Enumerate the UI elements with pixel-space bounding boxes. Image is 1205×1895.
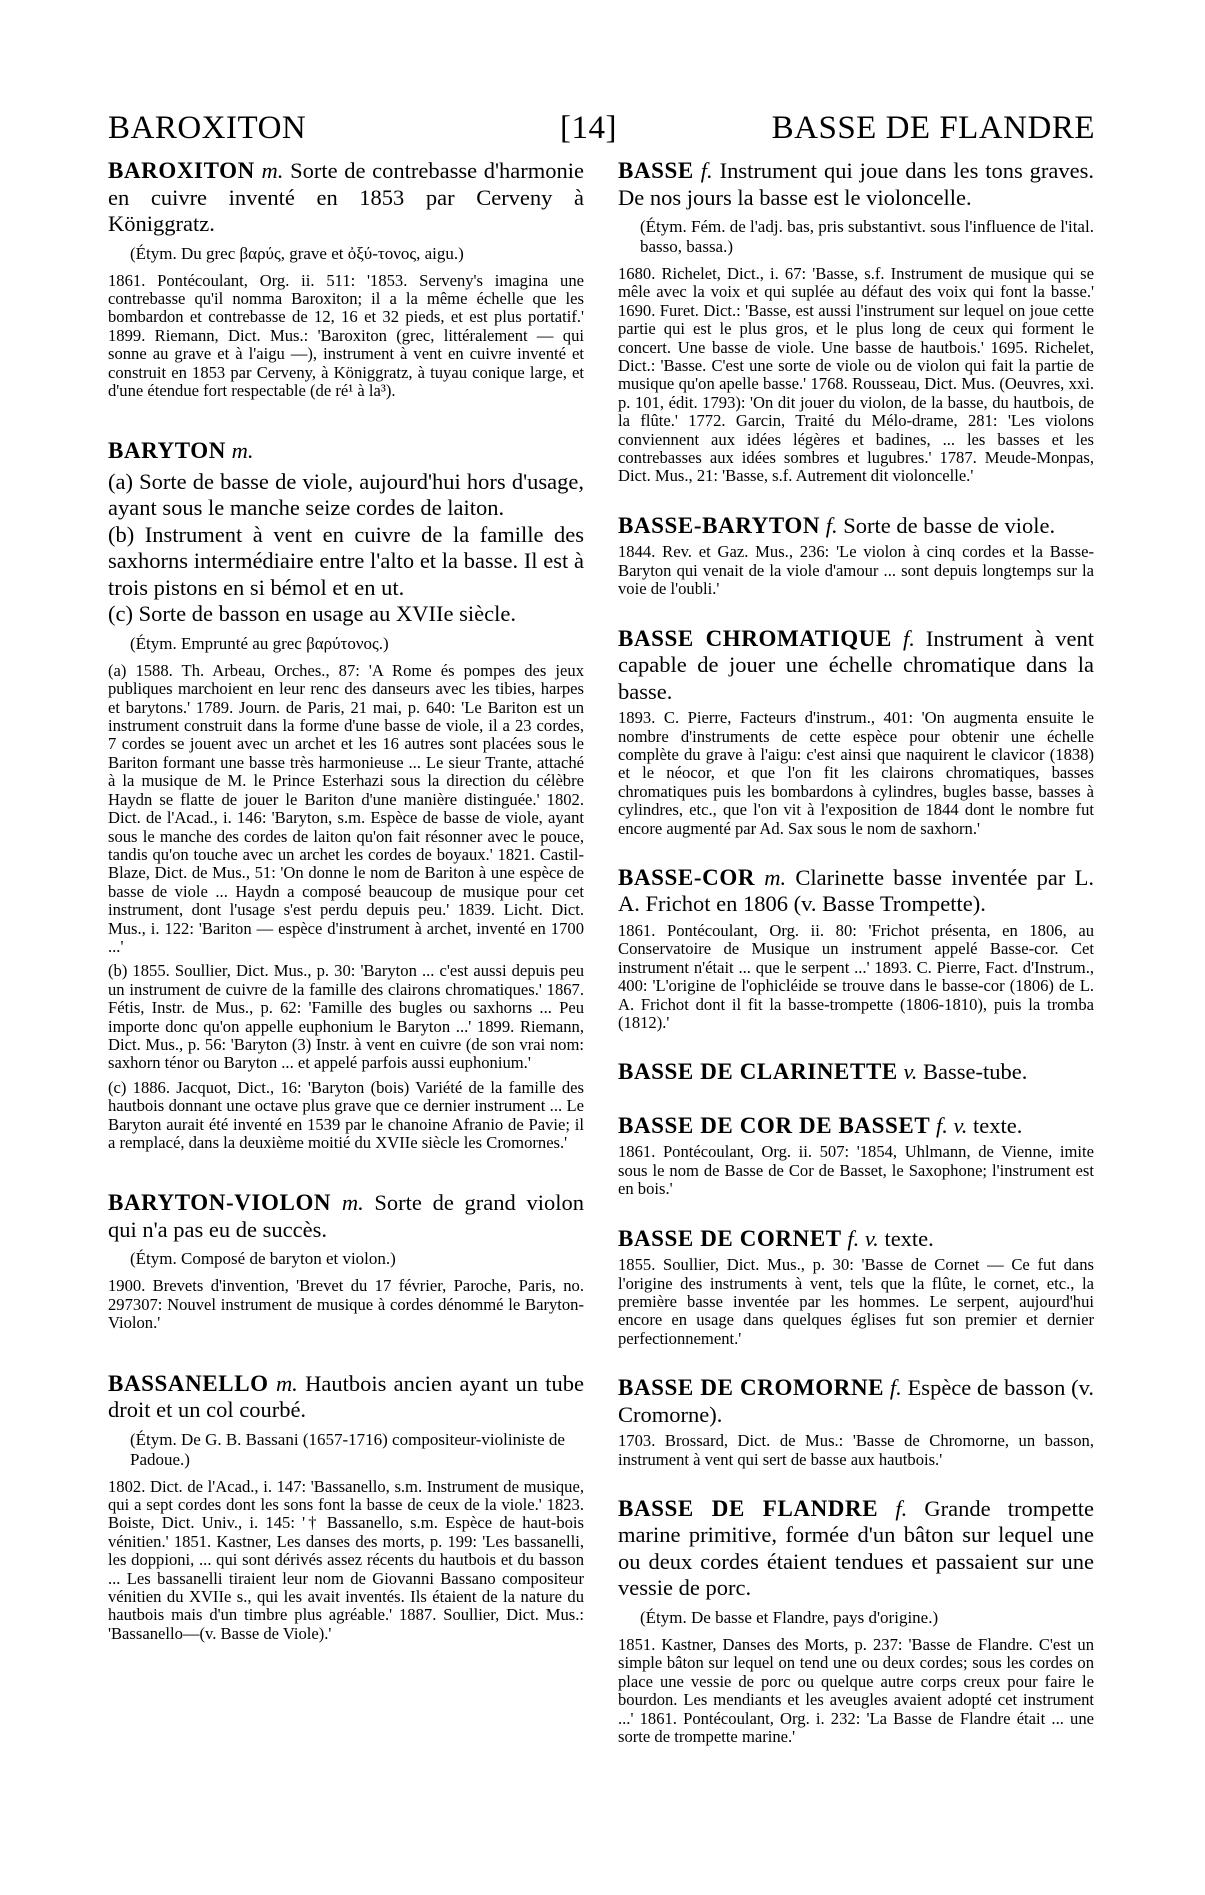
definition-text: texte. xyxy=(884,1225,934,1251)
entry-definition xyxy=(618,865,1094,918)
etymology: (Étym. Composé de baryton et violon.) xyxy=(130,1249,396,1269)
entry-basse-baryton xyxy=(618,513,1094,599)
page-number: [14] xyxy=(560,110,617,146)
headword: BASSE CHROMATIQUE xyxy=(618,625,892,651)
citation: 1855. Soullier, Dict. Mus., p. 30: 'Basse de Cornet — Ce fut dans l'origine des instruments à vent, tels que la flûte, le cornet, etc., la première basse inventée par les hommes. Le serpent, aujourd'hui encore en usage dans quelques églises fut son premier et dernier perfectionnement.' xyxy=(618,1255,1094,1348)
right-column xyxy=(618,158,1094,1773)
entry-baryton-violon xyxy=(108,1190,584,1332)
entry-basse-de-cor-de-basset xyxy=(618,1113,1094,1199)
entry-basse-de-flandre xyxy=(618,1496,1094,1746)
grammar-label: f. xyxy=(902,625,915,651)
grammar-label: f. v. xyxy=(935,1112,968,1138)
headword: BASSANELLO xyxy=(108,1370,269,1396)
citation: (b) 1855. Soullier, Dict. Mus., p. 30: 'Baryton ... c'est aussi depuis peu un instrument de cuivre de la famille des clairons chromatiques.' 1867. Fétis, Instr. de Mus., p. 62: 'Famille des bugles ou saxhorns ... Peu importe donc qu'on appelle euphonium le Baryton ...' 1899. Riemann, Dict. Mus., p. 56: 'Baryton (3) Instr. à vent en cuivre (de son vrai nom: saxhorn ténor ou Baryton ... et appelé parfois aussi euphonium.' xyxy=(108,961,584,1073)
entry-baroxiton xyxy=(108,158,584,400)
citation: 1861. Pontécoulant, Org. ii. 80: 'Frichot présenta, en 1806, au Conservatoire de Musique un instrument appelé Basse-cor. Cet instrument n'était ... que le serpent ...' 1893. C. Pierre, Fact. d'Instrum., 400: 'L'origine de l'ophicléide se trouve dans le basse-cor (1806) de L. A. Frichot dont il fit la basse-trompette (1806-1810), puis la tromba (1812).' xyxy=(618,920,1094,1032)
etymology: (Étym. Emprunté au grec βαρύτονος.) xyxy=(130,633,389,653)
entry-bassanello xyxy=(108,1371,584,1644)
citation: 1893. C. Pierre, Facteurs d'instrum., 401: 'On augmenta ensuite le nombre d'instruments de cette espèce pour obtenir une échelle complète du grave à l'aigu: c'est ainsi que naquirent le clavicor (1838) et le néocor, et que l'on fit les clairons chromatiques, basses chromatiques puis les bombardons à cylindres, bugles basse, basses à cylindres, etc., que l'on vit à l'exposition de 1844 dont le nombre fut encore augmenté par Ad. Sax sous le nom de saxhorn.' xyxy=(618,708,1094,838)
citation: 1802. Dict. de l'Acad., i. 147: 'Bassanello, s.m. Instrument de musique, qui a sept cordes dont les sons font la basse de ceux de la viole.' 1823. Boiste, Dict. Univ., i. 145: '† Bassanello, s.m. Espèce de haut-bois vénitien.' 1851. Kastner, Les danses des morts, p. 199: 'Les bassanelli, les doppioni, ... qui sont dérivés assez récents du hautbois et du basson ... Les bassanelli tiraient leur nom de Giovanni Bassano compositeur vénitien du XVIIe s., qui les avait inventés. Ils étaient de la nature du hautbois mais d'un timbre plus agréable.' 1887. Soullier, Dict. Mus.: 'Bassanello—(v. Basse de Viole).' xyxy=(108,1476,584,1643)
entry-definition xyxy=(618,513,1094,540)
entry-definition xyxy=(618,626,1094,706)
headword: BASSE-BARYTON xyxy=(618,512,821,538)
grammar-label: m. xyxy=(764,864,787,890)
grammar-label: f. xyxy=(700,158,713,183)
entry-baryton xyxy=(108,438,584,1152)
grammar-label: f. xyxy=(825,512,838,538)
entry-basse xyxy=(618,158,1094,486)
headword: BARYTON xyxy=(108,438,226,464)
citation: (c) 1886. Jacquot, Dict., 16: 'Baryton (bois) Variété de la famille des hautbois donnant une octave plus grave que ce dernier instrument ... Le Baryton aurait été inventé en 1539 par le chanoine Afranio de Pavie; il a remplacé, dans la deuxième moitié du XVIIe siècle les Cromornes.' xyxy=(108,1077,584,1152)
definition-text: Hautbois ancien ayant un tube droit et un col courbé. xyxy=(108,1370,585,1423)
sense-c: (c) Sorte de basson en usage au XVIIe siècle. xyxy=(108,601,516,627)
entry-definition xyxy=(108,1371,584,1424)
headword: BASSE-COR xyxy=(618,864,756,890)
entry-definition xyxy=(618,1113,1094,1140)
definition-text: Instrument qui joue dans les tons graves. De nos jours la basse est le violoncelle. xyxy=(618,158,1095,210)
sense-a: (a) Sorte de basse de viole, aujourd'hui hors d'usage, ayant sous le manche seize cordes de laiton. xyxy=(108,468,584,521)
running-head-left: BAROXITON xyxy=(108,110,307,146)
citation: 1861. Pontécoulant, Org. ii. 507: '1854, Uhlmann, de Vienne, imite sous le nom de Basse de Cor de Basset, le Saxophone; l'instrument est en bois.' xyxy=(618,1142,1094,1199)
running-head-right: BASSE DE FLANDRE xyxy=(771,110,1095,146)
entry-basse-de-clarinette xyxy=(618,1059,1094,1086)
definition-text: Instrument à vent capable de jouer une échelle chromatique dans la basse. xyxy=(618,625,1095,704)
grammar-label: m. xyxy=(275,1370,298,1396)
etymology: (Étym. De G. B. Bassani (1657-1716) compositeur-violiniste de Padoue.) xyxy=(130,1429,565,1469)
grammar-label: m. xyxy=(261,158,284,183)
etymology: (Étym. Fém. de l'adj. bas, pris substantivt. sous l'influence de l'ital. basso, bassa.) xyxy=(640,217,1094,256)
entry-definition xyxy=(618,1059,1094,1086)
entry-definition xyxy=(618,1226,1094,1253)
entry-definition xyxy=(618,158,1094,211)
definition-text: Sorte de basse de viole. xyxy=(843,512,1056,538)
sense-b: (b) Instrument à vent en cuivre de la famille des saxhorns intermédiaire entre l'alto et la basse. Il est à trois pistons en si bémol et en ut. xyxy=(108,521,584,600)
headword: BASSE DE CROMORNE xyxy=(618,1375,885,1401)
definition-text: Basse-tube. xyxy=(923,1059,1028,1085)
citation: 1703. Brossard, Dict. de Mus.: 'Basse de Chromorne, un basson, instrument à vent qui sert de basse aux hautbois.' xyxy=(618,1431,1094,1469)
etymology: (Étym. De basse et Flandre, pays d'origine.) xyxy=(640,1607,939,1627)
grammar-label: v. xyxy=(903,1059,918,1085)
definition-text: Sorte de grand violon qui n'a pas eu de succès. xyxy=(108,1190,584,1242)
headword: BARYTON-VIOLON xyxy=(108,1190,332,1216)
left-column xyxy=(108,158,584,1681)
definition-text: Sorte de contrebasse d'harmonie en cuivre inventé en 1853 par Cerveny à Königgratz. xyxy=(108,158,585,236)
definition-text: texte. xyxy=(973,1112,1023,1138)
grammar-label: m. xyxy=(341,1190,364,1216)
etymology: (Étym. Du grec βαρύς, grave et ὀξύ-τονος, aigu.) xyxy=(130,243,464,263)
headword: BAROXITON xyxy=(108,158,255,183)
entry-basse-cor xyxy=(618,865,1094,1032)
headword: BASSE xyxy=(618,158,694,183)
definition-text: Grande trompette marine primitive, formée d'un bâton sur lequel une ou deux cordes étaient tendues et passaient sur une vessie de porc. xyxy=(618,1495,1095,1601)
entry-definition xyxy=(618,1375,1094,1428)
entry-basse-de-cromorne xyxy=(618,1375,1094,1469)
entry-basse-de-cornet xyxy=(618,1226,1094,1349)
grammar-label: f. xyxy=(889,1375,902,1401)
entry-definition xyxy=(108,158,584,238)
citation: 1844. Rev. et Gaz. Mus., 236: 'Le violon à cinq cordes et la Basse-Baryton qui venait de la viole d'amour ... sont depuis longtemps sur la voie de l'oubli.' xyxy=(618,542,1094,599)
citation: 1680. Richelet, Dict., i. 67: 'Basse, s.f. Instrument de musique qui se mêle avec la voix et qui suplée au défaut des voix qui font la basse.' 1690. Furet. Dict.: 'Basse, est aussi l'instrument sur lequel on joue cette partie qui est le plus gros, et le plus long de ceux qui forment le concert. Une basse de viole. Une basse de hautbois.' 1695. Richelet, Dict.: 'Basse. C'est une sorte de viole ou de violon qui fait la partie de musique qu'on apelle basse.' 1768. Rousseau, Dict. Mus. (Oeuvres, xxi. p. 101, édit. 1793): 'On dit jouer du violon, de la basse, du hautbois, de la flûte.' 1772. Garcin, Traité du Mélo-drame, 281: 'Les violons conviennent aux idées légères et badines, ... les basses et les contrebasses aux idées sombres et lugubres.' 1787. Meude-Monpas, Dict. Mus., 21: 'Basse, s.f. Autrement dit violoncelle.' xyxy=(618,264,1094,486)
citation: 1900. Brevets d'invention, 'Brevet du 17 février, Paroche, Paris, no. 297307: Nouvel instrument de musique à cordes dénommé le Baryton-Violon.' xyxy=(108,1276,584,1333)
grammar-label: f. xyxy=(895,1495,908,1521)
citation: 1861. Pontécoulant, Org. ii. 511: '1853. Serveny's imagina une contrebasse qu'il nomma Baroxiton; il a la même échelle que les bombardon et contrebasse de 12, 16 et 32 pieds, et est plus portatif.' 1899. Riemann, Dict. Mus.: 'Baroxiton (grec, littéralement — qui sonne au grave et à l'aigu —), instrument à vent en cuivre inventé et construit en 1853 par Cerveny, à Königgratz, à tuyau conique large, et d'une étendue fort respectable (de ré¹ à la³). xyxy=(108,270,584,400)
definition-text: Espèce de basson (v. Cromorne). xyxy=(618,1375,1095,1427)
grammar-label: m. xyxy=(231,438,254,464)
entry-definition xyxy=(108,438,584,465)
citation: 1851. Kastner, Danses des Morts, p. 237: 'Basse de Flandre. C'est un simple bâton sur lequel on tend une ou deux cordes; sous les cordes on place une vessie de porc ou quelque autre corps creux pour faire le bourdon. Les mendiants et les aveugles avaient adopté cet instrument ...' 1861. Pontécoulant, Org. i. 232: 'La Basse de Flandre était ... une sorte de trompette marine.' xyxy=(618,1634,1094,1746)
citation: (a) 1588. Th. Arbeau, Orches., 87: 'A Rome és pompes des jeux publiques marchoient en leur renc des danseurs avec les tibies, harpes et barytons.' 1789. Journ. de Paris, 21 mai, p. 640: 'Le Bariton est un instrument construit dans la forme d'une basse de viole, il a 23 cordes, 7 cordes se jouent avec un archet et les 16 autres sont placées sous le Bariton formant une basse très harmonieuse ... Le sieur Trante, attaché à la musique de M. le Prince Esterhazi sous la direction du célèbre Haydn se flatte de jouer le Bariton d'une manière distinguée.' 1802. Dict. de l'Acad., i. 146: 'Baryton, s.m. Espèce de basse de viole, ayant sous le manche des cordes de laiton qu'on fait résonner avec le pouce, tandis qu'on touche avec un archet les cordes de boyaux.' 1821. Castil-Blaze, Dict. de Mus., 51: 'On donne le nom de Bariton à une espèce de basse de viole ... Haydn a composé beaucoup de musique pour cet instrument, dont l'usage s'est perdu depuis peu.' 1839. Licht. Dict. Mus., i. 122: 'Bariton — espèce d'instrument à archet, inventé en 1700 ...' xyxy=(108,660,584,956)
entry-definition xyxy=(108,1190,584,1243)
headword: BASSE DE CLARINETTE xyxy=(618,1059,898,1085)
headword: BASSE DE COR DE BASSET xyxy=(618,1112,931,1138)
headword: BASSE DE FLANDRE xyxy=(618,1495,879,1521)
entry-basse-chromatique xyxy=(618,626,1094,838)
definition-text: Clarinette basse inventée par L. A. Frichot en 1806 (v. Basse Trompette). xyxy=(618,864,1094,917)
grammar-label: f. v. xyxy=(847,1225,879,1251)
headword: BASSE DE CORNET xyxy=(618,1225,842,1251)
entry-definition xyxy=(618,1496,1094,1602)
